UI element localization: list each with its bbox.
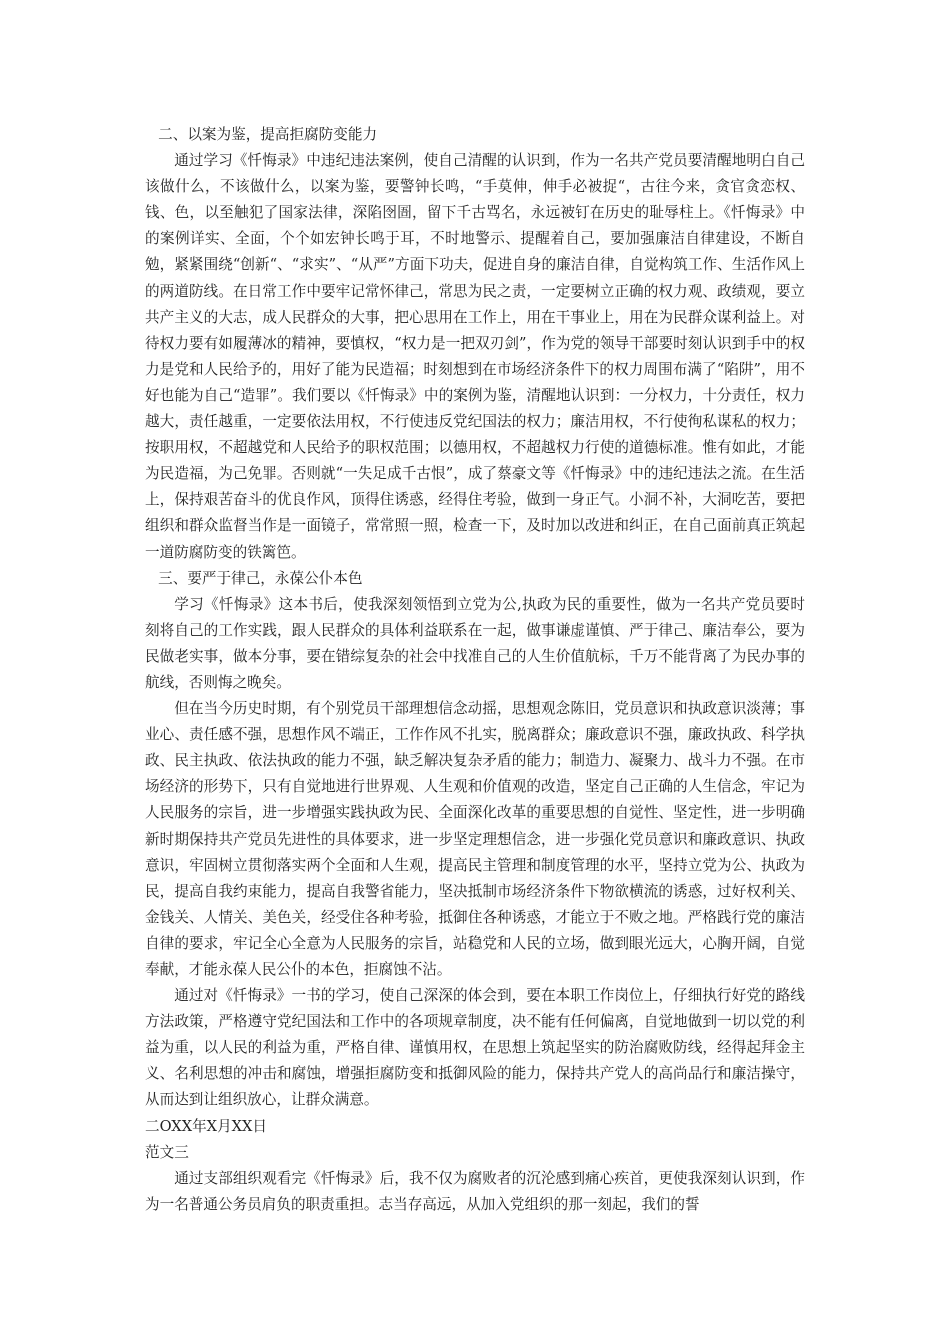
section3-paragraph-3: 通过对《忏悔录》一书的学习，使自己深深的体会到，要在本职工作岗位上，仔细执行好党的路线方法政策，严格遵守党纪国法和工作中的各项规章制度，决不能有任何偏离，自觉地做到一切以党的利益为重，以人民的利益为重，严格自律、谨慎用权，在思想上筑起坚实的防治腐败防线，经得起拜金主义、名利思想的冲击和腐蚀，增强拒腐防变和抵御风险的能力，保持共产党人的高尚品行和廉洁操守，从而达到让组织放心，让群众满意。 <box>145 987 805 1109</box>
section3-paragraph-2: 但在当今历史时期，有个别党员干部理想信念动摇，思想观念陈旧，党员意识和执政意识淡薄；事业心、责任感不强，思想作风不端正，工作作风不扎实，脱离群众；廉政意识不强，廉政执政、科学执政、民主执政、依法执政的能力不强，缺乏解决复杂矛盾的能力；制造力、凝聚力、战斗力不强。在市场经济的形势下，只有自觉地进行世界观、人生观和价值观的改造，坚定自己正确的人生信念，牢记为人民服务的宗旨，进一步增强实践执政为民、全面深化改革的重要思想的自觉性、坚定性，进一步明确新时期保持共产党员先进性的具体要求，进一步坚定理想信念，进一步强化党员意识和廉政意识、执政意识，牢固树立贯彻落实两个全面和人生观，提高民主管理和制度管理的水平，坚持立党为公、执政为民，提高自我约束能力，提高自我警省能力，坚决抵制市场经济条件下物欲横流的诱惑，过好权利关、金钱关、人情关、美色关，经受住各种考验，抵御住各种诱惑，才能立于不败之地。严格践行党的廉洁自律的要求，牢记全心全意为人民服务的宗旨，站稳党和人民的立场，做到眼光远大，心胸开阔，自觉奉献，才能永葆人民公仆的本色，拒腐蚀不沾。 <box>145 700 805 978</box>
section2-heading: 二、以案为鉴，提高拒腐防变能力 <box>158 126 378 143</box>
sample3-label: 范文三 <box>145 1143 189 1161</box>
sample3-paragraph: 通过支部组织观看完《忏悔录》后，我不仅为腐败者的沉沦感到痛心疾首，更使我深刻认识到，作为一名普通公务员肩负的职责重担。志当存高远，从加入党组织的那一刻起，我们的誓 <box>145 1169 805 1213</box>
document-page <box>145 122 805 1218</box>
section2-paragraph: 通过学习《忏悔录》中违纪违法案例，使自己清醒的认识到，作为一名共产党员要清醒地明白自己该做什么，不该做什么，以案为鉴，要警钟长鸣，“手莫伸，伸手必被捉“，古往今来，贪官贪恋权、钱、色，以至触犯了国家法律，深陷囹圄，留下千古骂名，永远被钉在历史的耻辱柱上。《忏悔录》中的案例详实、全面，个个如宏钟长鸣于耳，不时地警示、提醒着自己，要加强廉洁自律建设，不断自勉，紧紧围绕“创新“、“求实”、“从严”方面下功夫，促进自身的廉洁自律，自觉构筑工作、生活作风上的两道防线。在日常工作中要牢记常怀律己，常思为民之责，一定要树立正确的权力观、政绩观，要立共产主义的大志，成人民群众的大事，把心思用在工作上，用在干事业上，用在为民群众谋利益上。对待权力要有如履薄冰的精神，要慎权，“权力是一把双刃剑”，作为党的领导干部要时刻认识到手中的权力是党和人民给予的，用好了能为民造福；时刻想到在市场经济条件下的权力周围布满了“陷阱”，用不好也能为自己“造罪”。我们要以《忏悔录》中的案例为鉴，清醒地认识到：一分权力，十分责任，权力越大，责任越重，一定要依法用权，不行使违反党纪国法的权力；廉洁用权，不行使徇私谋私的权力；按职用权，不超越党和人民给予的职权范围；以德用权，不超越权力行使的道德标准。惟有如此，才能为民造福，为己免罪。否则就“一失足成千古恨”，成了蔡豪文等《忏悔录》中的违纪违法之流。在生活上，保持艰苦奋斗的优良作风，顶得住诱惑，经得住考验，做到一身正气。小洞不补，大洞吃苦，要把组织和群众监督当作是一面镜子，常常照一照，检查一下，及时加以改进和纠正，在自己面前真正筑起一道防腐防变的铁篱笆。 <box>145 152 805 561</box>
section3-paragraph-1: 学习《忏悔录》这本书后，使我深刻领悟到立党为公,执政为民的重要性，做为一名共产党员要时刻将自己的工作实践，跟人民群众的具体利益联系在一起，做事谦虚谨慎、严于律己、廉洁奉公，要为民做老实事，做本分事，要在错综复杂的社会中找准自己的人生价值航标，千万不能背离了为民办事的航线，否则悔之晚矣。 <box>145 595 805 691</box>
section3-heading: 三、要严于律己，永葆公仆本色 <box>158 569 363 587</box>
date-line: 二OXX年X月XX日 <box>145 1117 268 1135</box>
